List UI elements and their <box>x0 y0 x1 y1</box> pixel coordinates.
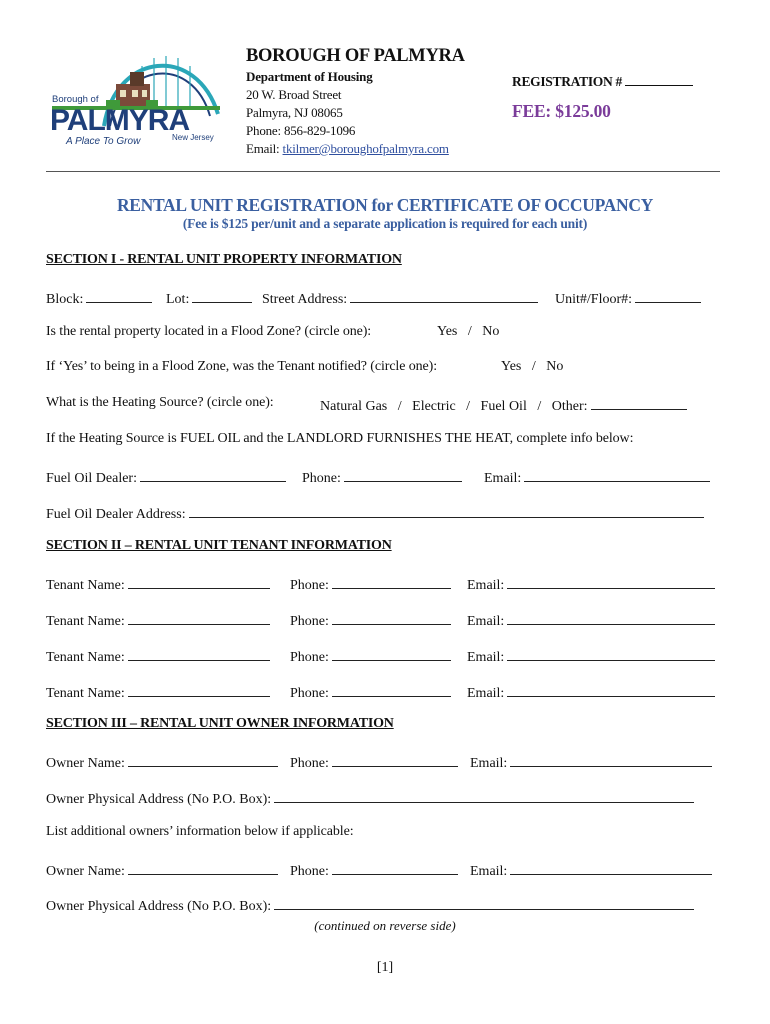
tenant-1-email-field <box>467 574 715 594</box>
section-2-heading: SECTION II – RENTAL UNIT TENANT INFORMATION <box>46 538 392 553</box>
tenant-3-email-input[interactable] <box>507 646 715 661</box>
heating-options-text[interactable]: Natural Gas / Electric / Fuel Oil / Other: <box>320 399 588 414</box>
email-link[interactable]: tkilmer@boroughofpalmyra.com <box>282 141 449 156</box>
phone-line: Phone: 856-829-1096 <box>246 123 356 138</box>
fuel-dealer-email-label: Email: <box>484 471 522 486</box>
borough-title: BOROUGH OF PALMYRA <box>246 46 465 66</box>
tenant-2-phone-input[interactable] <box>332 610 451 625</box>
tenant-name-label: Tenant Name: <box>46 686 125 701</box>
heating-source-question: What is the Heating Source? (circle one): <box>46 395 274 410</box>
fuel-dealer-phone-field <box>302 467 462 487</box>
fuel-dealer-label: Fuel Oil Dealer: <box>46 471 137 486</box>
tenant-phone-label: Phone: <box>290 650 329 665</box>
owner-address-label: Owner Physical Address (No P.O. Box): <box>46 792 272 807</box>
fuel-dealer-email-input[interactable] <box>524 467 710 482</box>
tenant-phone-label: Phone: <box>290 614 329 629</box>
owner-2-email-field <box>470 860 712 880</box>
owner-2-address-input[interactable] <box>274 895 694 910</box>
tenant-4-phone-field <box>290 682 451 702</box>
fuel-dealer-phone-label: Phone: <box>302 471 341 486</box>
tenant-notified-options[interactable]: Yes / No <box>501 359 564 374</box>
owner-2-name-input[interactable] <box>128 860 278 875</box>
owner-1-phone-field <box>290 752 458 772</box>
owner-1-phone-input[interactable] <box>332 752 458 767</box>
fuel-dealer-address-label: Fuel Oil Dealer Address: <box>46 507 186 522</box>
tenant-1-name-field <box>46 574 270 594</box>
owner-phone-label: Phone: <box>290 756 329 771</box>
email-label: Email: <box>246 141 280 156</box>
owner-1-email-field <box>470 752 712 772</box>
form-title: RENTAL UNIT REGISTRATION for CERTIFICATE OF OCCUPANCY <box>116 195 654 215</box>
additional-owners-note: List additional owners’ information below if applicable: <box>46 824 354 839</box>
fuel-dealer-address-input[interactable] <box>189 503 704 518</box>
lot-label: Lot: <box>166 292 190 307</box>
owner-phone-label: Phone: <box>290 864 329 879</box>
unit-floor-label: Unit#/Floor#: <box>555 292 633 307</box>
department-name: Department of Housing <box>246 69 373 84</box>
tenant-phone-label: Phone: <box>290 578 329 593</box>
owner-2-name-field <box>46 860 278 880</box>
tenant-4-phone-input[interactable] <box>332 682 451 697</box>
tenant-4-email-field <box>467 682 715 702</box>
tenant-2-name-input[interactable] <box>128 610 270 625</box>
owner-1-email-input[interactable] <box>510 752 712 767</box>
tenant-1-name-input[interactable] <box>128 574 270 589</box>
tenant-1-phone-input[interactable] <box>332 574 451 589</box>
lot-input[interactable] <box>192 288 252 303</box>
owner-name-label: Owner Name: <box>46 756 125 771</box>
heating-source-options <box>320 395 687 415</box>
tenant-3-name-input[interactable] <box>128 646 270 661</box>
registration-field <box>512 73 693 90</box>
palmyra-logo <box>46 44 226 152</box>
tenant-2-email-field <box>467 610 715 630</box>
tenant-2-phone-field <box>290 610 451 630</box>
lot-field <box>166 288 252 308</box>
tenant-name-label: Tenant Name: <box>46 614 125 629</box>
fuel-dealer-address-field <box>46 503 704 523</box>
tenant-3-email-field <box>467 646 715 666</box>
tenant-email-label: Email: <box>467 614 505 629</box>
email-line <box>246 141 449 157</box>
fuel-dealer-email-field <box>484 467 710 487</box>
tenant-phone-label: Phone: <box>290 686 329 701</box>
owner-2-phone-field <box>290 860 458 880</box>
owner-1-address-field <box>46 788 694 808</box>
heating-other-input[interactable] <box>591 395 687 410</box>
fuel-dealer-input[interactable] <box>140 467 286 482</box>
logo-name: PALMYRA <box>50 104 190 137</box>
section-3-heading: SECTION III – RENTAL UNIT OWNER INFORMATION <box>46 716 394 731</box>
registration-blank[interactable] <box>625 73 693 86</box>
section-1-heading: SECTION I - RENTAL UNIT PROPERTY INFORMATION <box>46 252 402 267</box>
fuel-oil-note: If the Heating Source is FUEL OIL and the LANDLORD FURNISHES THE HEAT, complete info below: <box>46 431 634 446</box>
tenant-email-label: Email: <box>467 650 505 665</box>
registration-label: REGISTRATION # <box>512 74 622 89</box>
owner-email-label: Email: <box>470 756 508 771</box>
owner-email-label: Email: <box>470 864 508 879</box>
owner-address-label: Owner Physical Address (No P.O. Box): <box>46 899 272 914</box>
tenant-name-label: Tenant Name: <box>46 650 125 665</box>
address-line-1: 20 W. Broad Street <box>246 87 342 102</box>
tenant-name-label: Tenant Name: <box>46 578 125 593</box>
street-address-input[interactable] <box>350 288 538 303</box>
owner-1-name-field <box>46 752 278 772</box>
flood-zone-question: Is the rental property located in a Flood Zone? (circle one): <box>46 324 372 339</box>
owner-1-name-input[interactable] <box>128 752 278 767</box>
tenant-4-name-input[interactable] <box>128 682 270 697</box>
block-label: Block: <box>46 292 84 307</box>
owner-2-address-field <box>46 895 694 915</box>
address-line-2: Palmyra, NJ 08065 <box>246 105 343 120</box>
tenant-3-name-field <box>46 646 270 666</box>
page-number: [1] <box>376 960 394 975</box>
tenant-email-label: Email: <box>467 578 505 593</box>
block-field <box>46 288 152 308</box>
tenant-1-phone-field <box>290 574 451 594</box>
flood-zone-options[interactable]: Yes / No <box>437 324 500 339</box>
fuel-dealer-field <box>46 467 286 487</box>
block-input[interactable] <box>86 288 152 303</box>
tenant-notified-question: If ‘Yes’ to being in a Flood Zone, was the Tenant notified? (circle one): <box>46 359 438 374</box>
tenant-4-name-field <box>46 682 270 702</box>
logo-borough-of: Borough of <box>52 94 99 105</box>
tenant-1-email-input[interactable] <box>507 574 715 589</box>
tenant-2-email-input[interactable] <box>507 610 715 625</box>
owner-2-email-input[interactable] <box>510 860 712 875</box>
fee-label: FEE: $125.00 <box>512 101 611 121</box>
street-address-field <box>262 288 538 308</box>
logo-state: New Jersey <box>172 133 214 142</box>
continued-note: (continued on reverse side) <box>314 918 456 933</box>
tenant-4-email-input[interactable] <box>507 682 715 697</box>
tenant-2-name-field <box>46 610 270 630</box>
logo-tagline: A Place To Grow <box>66 136 141 147</box>
fuel-dealer-phone-input[interactable] <box>344 467 462 482</box>
header-divider <box>46 171 720 172</box>
tenant-3-phone-field <box>290 646 451 666</box>
form-subtitle: (Fee is $125 per/unit and a separate application is required for each unit) <box>182 216 588 231</box>
owner-1-address-input[interactable] <box>274 788 694 803</box>
unit-floor-input[interactable] <box>635 288 701 303</box>
unit-floor-field <box>555 288 701 308</box>
owner-name-label: Owner Name: <box>46 864 125 879</box>
owner-2-phone-input[interactable] <box>332 860 458 875</box>
street-address-label: Street Address: <box>262 292 348 307</box>
tenant-3-phone-input[interactable] <box>332 646 451 661</box>
tenant-email-label: Email: <box>467 686 505 701</box>
